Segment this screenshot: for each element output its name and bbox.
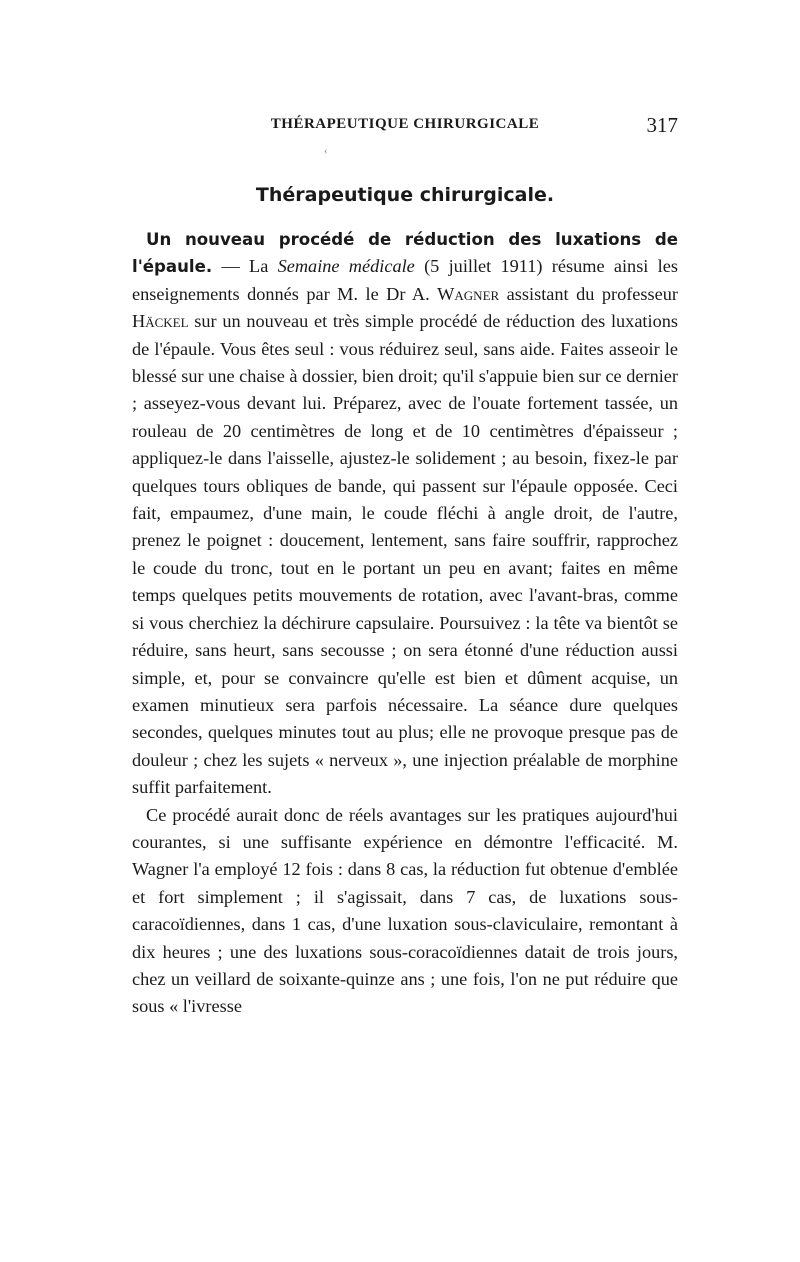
article-title: Un nouveau procédé de réduction des luxations de l'épaule. xyxy=(132,230,678,277)
author-name-hackel: Häckel xyxy=(132,311,189,332)
paragraph-1-text-c: sur un nouveau et très simple procédé de réduction des luxations de l'épaule. Vous êtes seul : vous réduirez seul, sans aide. Faites asseoir le blessé sur une chaise à dossier, bien droit; qu'il s'appuie bien sur ce dernier ; asseyez-vous devant lui. Préparez, avec de l'ouate fortement tassée, un rouleau de 20 centimètres de long et de 10 centimètres d'épaisseur ; appliquez-le dans l'aisselle, ajustez-le solidement ; au besoin, fixez-le par quelques tours obliques de bande, qui passent sur l'épaule opposée. Ceci fait, empaumez, d'une main, le coude fléchi à angle droit, de l'autre, prenez le poignet : doucement, lentement, sans faire souffrir, rapprochez le coude du tronc, tout en le portant un peu en avant; faites en même temps quelques petits mouvements de rotation, avec l'avant-bras, comme si vous cherchiez la déchirure capsulaire. Poursuivez : la tête va bientôt se réduire, sans heurt, sans secousse ; on sera étonné d'une réduction aussi simple, et, pour se convaincre qu'elle est bien et dûment acquise, un examen minutieux sera parfois nécessaire. La séance dure quelques secondes, quelques minutes tout au plus; elle ne provoque presque pas de douleur ; chez les sujets « nerveux », une injection préalable de morphine suffit parfaitement. xyxy=(132,311,679,798)
section-title: Thérapeutique chirurgicale. xyxy=(255,184,555,206)
author-name-wagner: Wagner xyxy=(437,283,500,304)
article-body xyxy=(132,226,678,1021)
running-head xyxy=(132,113,678,140)
paragraph-1-text-b: assistant du professeur xyxy=(499,283,678,304)
page-number: 317 xyxy=(646,113,678,137)
print-mark: ‹ xyxy=(324,146,328,157)
journal-name: Semaine médicale xyxy=(277,256,415,277)
paragraph-1 xyxy=(132,226,678,802)
running-title: THÉRAPEUTIQUE CHIRURGICALE xyxy=(270,116,540,132)
paragraph-2: Ce procédé aurait donc de réels avantages sur les pratiques aujourd'hui courantes, si une suffisante expérience en démontre l'efficacité. M. Wagner l'a employé 12 fois : dans 8 cas, la réduction fut obtenue d'emblée et fort simplement ; il s'agissait, dans 7 cas, de luxations sous-caracoïdiennes, dans 1 cas, d'une luxation sous-claviculaire, remontant à dix heures ; une des luxations sous-coracoïdiennes datait de trois jours, chez un veillard de soixante-quinze ans ; une fois, l'on ne put réduire que sous « l'ivresse xyxy=(132,804,678,1017)
paragraph-1-intro: — La xyxy=(212,256,278,277)
paragraph-1-text-a: (5 juillet 1911) résume ainsi les enseignements donnés par M. le Dr A. xyxy=(132,256,678,304)
